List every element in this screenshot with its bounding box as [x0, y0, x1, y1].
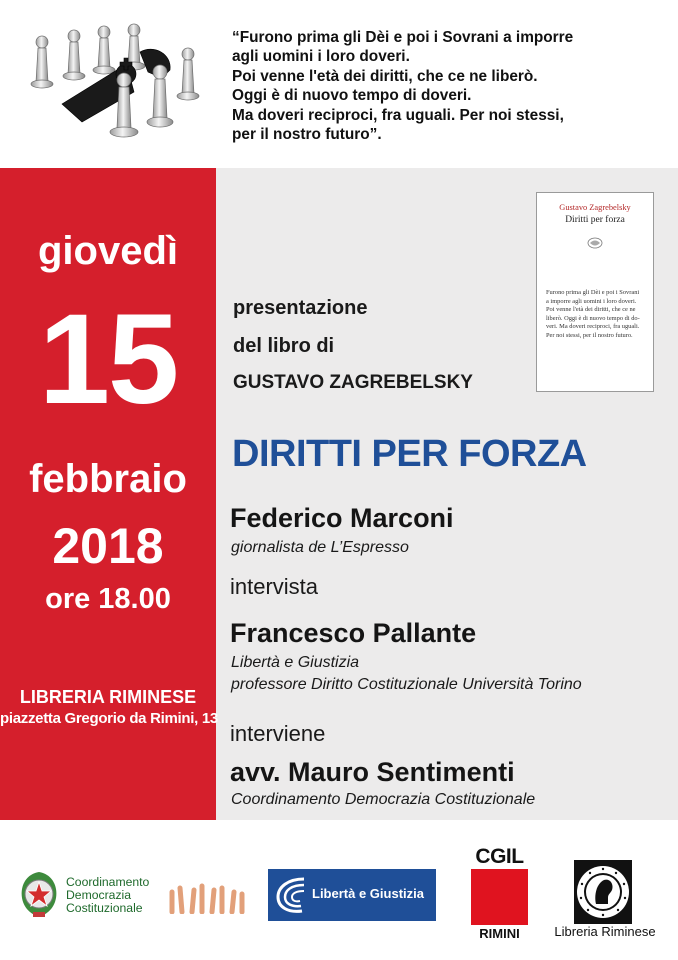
cdc-line: Costituzionale — [66, 901, 143, 915]
book-author: GUSTAVO ZAGREBELSKY — [233, 372, 473, 393]
libreria-seal-icon — [574, 860, 632, 924]
chess-pieces-icon — [22, 22, 212, 147]
book-cover-title: Diritti per forza — [565, 215, 625, 225]
book-blurb-line: Poi venne l'età dei diritti, che ce ne — [546, 306, 636, 314]
speaker-1-name: Federico Marconi — [230, 503, 454, 533]
connector-participates: interviene — [230, 721, 326, 746]
liberta-giustizia-logo — [268, 869, 436, 921]
sponsor-logos — [0, 820, 678, 960]
book-blurb-line: Per noi stessi, per il nostro futuro. — [546, 331, 633, 339]
speaker-2-role: professore Diritto Costituzionale Università Torino — [231, 676, 582, 693]
liberta-giustizia-label: Libertà e Giustizia — [312, 886, 424, 901]
opening-quote — [232, 28, 672, 144]
venue-address: piazzetta Gregorio da Rimini, 13 — [0, 710, 218, 727]
cgil-label: CGIL — [475, 845, 524, 868]
event-day: 15 — [38, 288, 178, 431]
speaker-3-name: avv. Mauro Sentimenti — [230, 757, 515, 787]
connector-interviews: intervista — [230, 574, 319, 599]
cgil-city-label: RIMINI — [479, 926, 520, 941]
cdc-logo-text — [66, 876, 149, 915]
presentation-label: presentazione — [233, 297, 368, 319]
cgil-red-block — [471, 869, 528, 925]
book-emblem-icon — [587, 237, 603, 249]
speaker-1-role: giornalista de L’Espresso — [231, 539, 409, 556]
liberta-giustizia-swoosh-icon — [274, 875, 310, 915]
presentation-subtitle: del libro di — [233, 335, 335, 357]
book-blurb-line: Furono prima gli Dèi e poi i Sovrani — [546, 289, 640, 296]
book-blurb-line: veri. Ma doveri reciproci, fra uguali. — [546, 323, 640, 331]
venue-name: LIBRERIA RIMINESE — [19, 687, 197, 707]
book-title: DIRITTI PER FORZA — [232, 433, 587, 475]
italian-republic-emblem-icon — [16, 868, 62, 920]
cgil-logo — [469, 847, 530, 941]
quote-line: Ma doveri reciproci, fra uguali. Per noi stessi, — [232, 106, 564, 124]
event-weekday: giovedì — [37, 229, 179, 273]
book-blurb-line: liberò. Oggi è di nuovo tempo di do- — [546, 314, 640, 322]
speaker-2-affiliation: Libertà e Giustizia — [231, 654, 360, 671]
event-month: febbraio — [29, 457, 187, 501]
speaker-2-name: Francesco Pallante — [230, 618, 477, 648]
libreria-riminese-logo — [540, 860, 670, 940]
event-time: ore 18.00 — [45, 583, 171, 615]
raised-hands-icon — [166, 882, 248, 914]
cdc-line: Democrazia — [66, 888, 132, 902]
quote-line: Oggi è di nuovo tempo di doveri. — [232, 87, 472, 105]
speaker-3-role: Coordinamento Democrazia Costituzionale — [231, 791, 536, 808]
date-column — [0, 168, 216, 820]
quote-line: Poi venne l'età dei diritti, che ce ne liberò. — [232, 67, 538, 85]
quote-line: “Furono prima gli Dèi e poi i Sovrani a imporre — [232, 29, 574, 46]
book-cover — [536, 192, 654, 392]
cdc-logo — [16, 868, 246, 928]
book-blurb-line: a imporre agli uomini i loro doveri. — [546, 297, 637, 305]
cdc-line: Coordinamento — [66, 875, 150, 889]
quote-line: per il nostro futuro”. — [232, 126, 382, 144]
libreria-riminese-label: Libreria Riminese — [554, 924, 656, 939]
event-panel — [0, 168, 678, 820]
book-cover-blurb — [546, 289, 650, 341]
event-year: 2018 — [52, 518, 164, 574]
book-cover-author: Gustavo Zagrebelsky — [559, 203, 631, 212]
quote-header — [0, 0, 678, 168]
quote-line: agli uomini i loro doveri. — [232, 48, 410, 66]
